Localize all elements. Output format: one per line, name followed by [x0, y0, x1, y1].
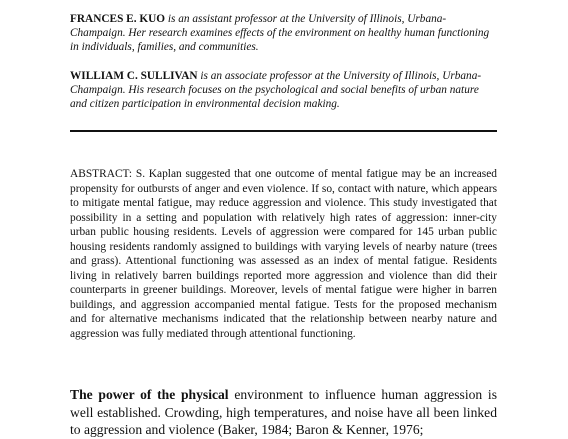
paragraph-text: environment to influence human aggression is well established. Crowding, high temperatures, and noise have all been linked to aggression and violence (Baker, 1984; Baron & Kenner, 1976;	[70, 387, 497, 437]
author-bio-sullivan	[70, 69, 497, 112]
author-description: is an associate professor at the University of Illinois, Urbana-Champaign. His research focuses on the psychological and social benefits of urban nature and citizen participation in environmental decision making.	[70, 70, 482, 111]
section-divider	[70, 130, 497, 132]
abstract-paragraph: ABSTRACT: S. Kaplan suggested that one outcome of mental fatigue may be an increased propensity for outbursts of anger and even violence. If so, contact with nature, which appears to mitigate mental fatigue, may reduce aggression and violence. This study investigated that possibility in a setting and population with relatively high rates of aggression: inner-city urban public housing residents. Levels of aggression were compared for 145 urban public housing residents randomly assigned to buildings with varying levels of nearby nature (trees and grass). Attentional functioning was assessed as an index of mental fatigue. Residents living in relatively barren buildings reported more aggression and violence than did their counterparts in greener buildings. Moreover, levels of mental fatigue were higher in barren buildings, and aggression accompanied mental fatigue. Tests for the proposed mechanism and for alternative mechanisms indicated that the relationship between nearby nature and aggression was fully mediated through attentional functioning.	[70, 168, 497, 340]
author-name: FRANCES E. KUO	[70, 13, 166, 25]
author-description: is an assistant professor at the University of Illinois, Urbana-Champaign. Her research examines effects of the environment on healthy human functioning in individuals, families, and communities.	[70, 13, 490, 54]
paragraph-lead-in: The power of the physical	[70, 387, 229, 402]
author-name: WILLIAM C. SULLIVAN	[70, 70, 198, 82]
author-bio-kuo	[70, 12, 497, 55]
body-paragraph	[70, 386, 497, 439]
